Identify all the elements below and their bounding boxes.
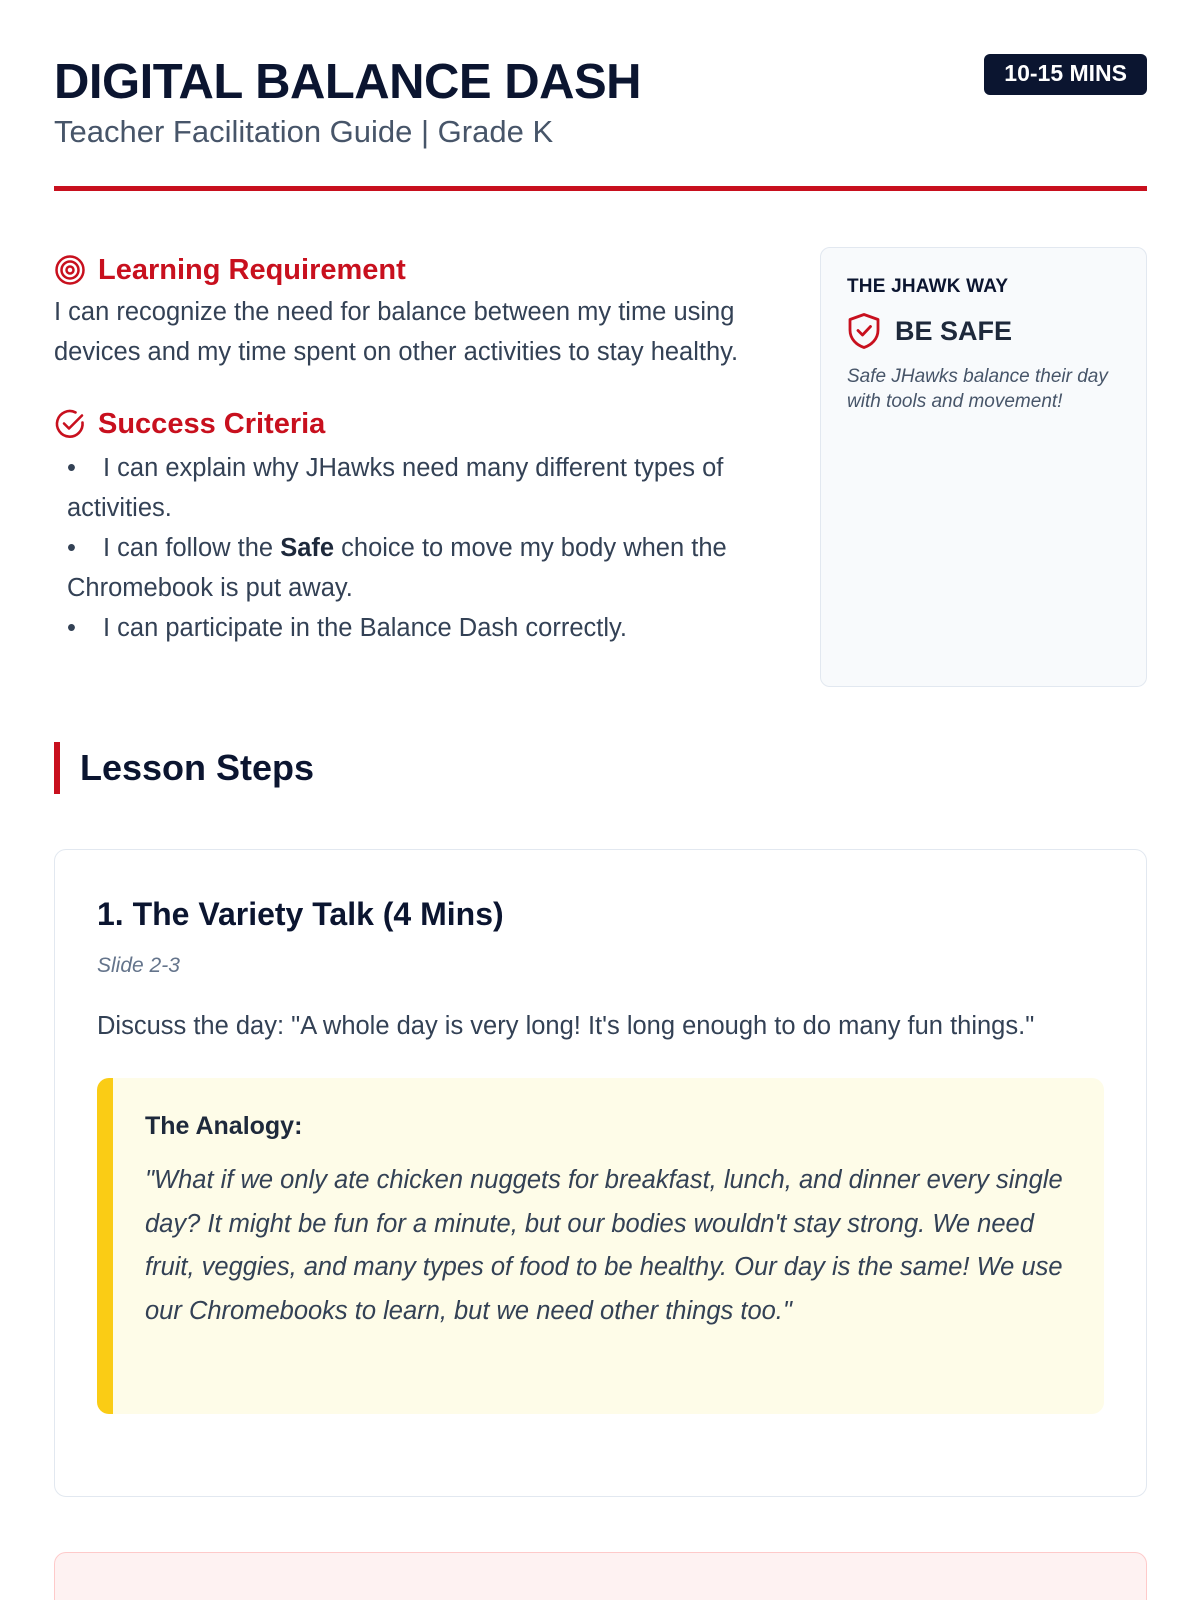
page-header <box>54 52 1147 152</box>
check-circle-icon <box>54 408 86 440</box>
page-title: DIGITAL BALANCE DASH <box>54 55 642 109</box>
learning-requirement-title: Learning Requirement <box>98 253 406 286</box>
criterion-text-after: choice to move my body when the Chromebook is put away. <box>67 534 727 602</box>
shield-check-icon <box>847 312 881 350</box>
criterion-text-before: I can follow the <box>103 534 281 562</box>
step-description: Discuss the day: "A whole day is very long! It's long enough to do many fun things." <box>97 1012 1035 1040</box>
page-subtitle: Teacher Facilitation Guide | Grade K <box>54 114 554 149</box>
learning-requirement-heading <box>54 248 774 292</box>
criterion-text: I can participate in the Balance Dash correctly. <box>103 614 627 642</box>
criterion-text: I can explain why JHawks need many different types of activities. <box>67 454 724 522</box>
duration-badge: 10-15 MINS <box>984 54 1147 95</box>
success-criteria-title: Success Criteria <box>98 407 326 440</box>
jhawk-way-label: THE JHAWK WAY <box>847 276 1009 297</box>
learning-requirement-text: I can recognize the need for balance between my time using devices and my time spent on other activities to stay healthy. <box>54 298 739 366</box>
lesson-step-card <box>54 849 1147 1497</box>
jhawk-way-text: Safe JHawks balance their day with tools and movement! <box>847 366 1108 412</box>
step-slide-ref: Slide 2-3 <box>97 954 180 977</box>
jhawk-way-title-row <box>847 312 1120 350</box>
objectives-column <box>54 248 774 648</box>
step-title: 1. The Variety Talk (4 Mins) <box>97 896 504 932</box>
list-item: • I can follow the Safe choice to move my body when the Chromebook is put away. <box>67 534 727 602</box>
analogy-title: The Analogy: <box>145 1112 303 1140</box>
next-step-card <box>54 1552 1147 1600</box>
success-criteria-list <box>54 448 774 648</box>
analogy-callout <box>97 1078 1104 1414</box>
criterion-bold-word: Safe <box>280 534 335 562</box>
jhawk-way-title: BE SAFE <box>895 315 1013 346</box>
lesson-steps-heading: Lesson Steps <box>54 742 314 794</box>
success-criteria-heading <box>54 402 774 446</box>
analogy-text: "What if we only ate chicken nuggets for breakfast, lunch, and dinner every single day? It might be fun for a minute, but our bodies wouldn't stay strong. We need fruit, veggies, and many types of food to be healthy. Our day is the same! We use our Chromebooks to learn, but we need other things too." <box>145 1166 1063 1325</box>
list-item: • I can explain why JHawks need many different types of activities. <box>67 454 724 522</box>
header-divider <box>54 186 1147 191</box>
target-icon <box>54 254 86 286</box>
list-item: • I can participate in the Balance Dash correctly. <box>67 614 627 642</box>
jhawk-way-card <box>820 247 1147 687</box>
